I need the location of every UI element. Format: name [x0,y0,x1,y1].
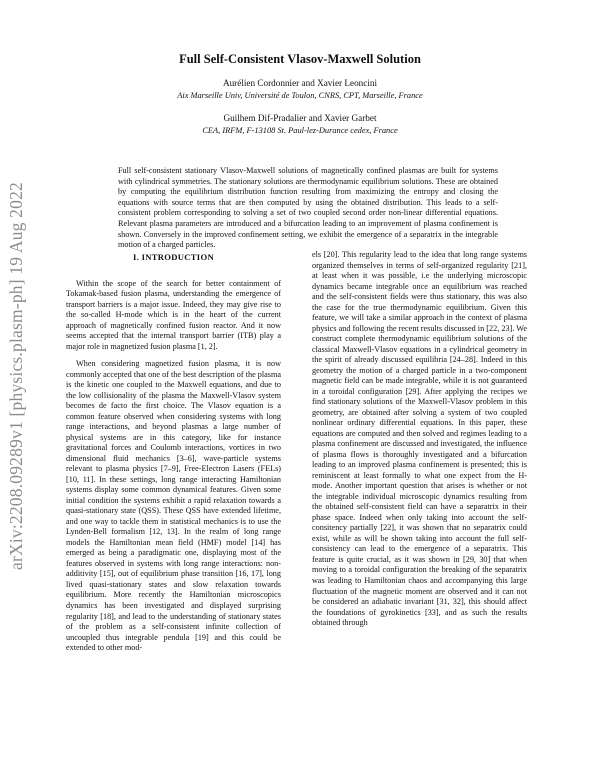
body-paragraph: els [20]. This regularity lead to the idea that long range systems organized themselves in terms of self-organized regularity [21], at least when it was possible, i.e the underlying microscopic dynamics became integrable once an equilibrium was reached and the self-consistent fields were thus stationary, this was also the case for the true thermodynamic equilibrium. Given this feature, we will take a similar approach in the context of plasma physics and following the recent results discussed in [22, 23]. We construct complete thermodynamic equilibrium solutions of the classical Maxwell-Vlasov equations in a cylindrical geometry in the spirit of already discussed equilibria [24–28]. Indeed in this geometry the motion of a charged particle in a two-component magnetic field can be made integrable, while it is not guaranteed in a toroidal configuration [29]. After applying the recipes we find stationary solutions of the Maxwell-Vlasov problem in this geometry, are obtained after solving a system of two coupled nonlinear ordinary differential equations. In this paper, these equations are computed and then solved and regimes leading to a plasma confinement are discussed and investigated, the influence of plasma flows is thoroughly investigated and a bifurcation leading to an improved plasma confinement is presented; this is reminiscent at least formally to what one expect from the H-mode. Another important question that arises is whether or not the integrable individual microscopic dynamics resulting from the obtained self-consistent field can have a separatrix in their phase space. Indeed when only taking into account the self-consitency partially [22], it was shown that no separatrix could exist, while as will be shown taking into account the full self-consistency can lead to the emergence of a separatrix. This feature is quite crucial, as it was shown in [29, 30] that when moving to a toroidal configuration the breaking of the separatrix was leading to Hamiltonian chaos and accompanying this large fluctuation of the magnetic moment are observed and it can not be considered an adiabatic invariant [31, 32], this should affect the foundations of gyrokinetics [33], and as such the results obtained through [312,250,527,628]
body-column-left [66,252,281,661]
authors-secondary: Guilhem Dif-Pradalier and Xavier Garbet [223,113,377,123]
abstract: Full self-consistent stationary Vlasov-Maxwell solutions of magnetically confined plasmas are built for systems with cylindrical symmetries. The stationary solutions are thermodynamic equilibrium solutions. These are obtained by computing the equilibrium distribution function resulting from maximizing the entropy and closing the equations with source terms that are then computed by using the obtained distribution. This leads to a self-consistent problem corresponding to solving a set of two coupled second order non-linear differential equations. Relevant plasma parameters are introduced and a bifurcation leading to an improvement of plasma confinement is shown. Conversely in the improved confinement setting, we exhibit the emergence of a separatrix in the integrable motion of a charged particles. [118,166,498,250]
section-heading: I. INTRODUCTION [133,252,214,262]
authors-primary: Aurélien Cordonnier and Xavier Leoncini [222,78,378,88]
body-paragraph: Within the scope of the search for better containment of Tokamak-based fusion plasma, understanding the emergence of transport barriers is a major issue. Indeed, they may give rise to the so-called H-mode which is in the heart of the current approach of magnetically confined fusion reactor. And it now seems accepted that the internal transport barrier (ITB) play a major role in magnetized fusion plasma [1, 2]. [66,278,281,351]
affiliation-primary: Aix Marseille Univ, Université de Toulon, CNRS, CPT, Marseille, France [177,91,423,100]
arxiv-identifier: arXiv:2208.09289v1 [physics.plasm-ph] 19 Aug 2022 [6,182,26,570]
paper-title: Full Self-Consistent Vlasov-Maxwell Solution [179,52,421,66]
body-column-right [312,250,527,629]
affiliation-secondary: CEA, IRFM, F-13108 St. Paul-lez-Durance cedex, France [202,126,398,135]
body-paragraph: When considering magnetized fusion plasma, it is now commonly accepted that one of the best description of the plasma is the kinetic one coupled to the Maxwell equations, and due to the low collisionality of the plasma the Maxwell-Vlasov system becomes de facto the first choice. The Vlasov equation is a common feature observed when considering systems with long range interactions, and beyond plasmas a large number of physical systems are in this category, like for instance gravitational forces and Coulomb interactions, vortices in two dimensional fluid mechanics [3–6], wave-particle systems relevant to plasma physics [7–9], Free-Electron Lasers (FELs) [10, 11]. In these settings, long range interacting Hamiltonian systems display some common dynamical features. Given some initial condition the systems exhibit a rapid relaxation towards a quasi-stationary state (QSS). These QSS have extended lifetime, and one way to tackle them in statistical mechanics is to use the Lynden-Bell formalism [12, 13]. In the realm of long range models the Hamiltonian mean field (HMF) model [14] has emerged as being a paradigmatic one, displaying most of the features observed in systems with long range interactions: non-additivity [15], out of equilibrium phase transition [16, 17], long lived quasi-stationary states and slow relaxation towards equilibrium. More recently the Hamiltonian microscopics dynamics has been investigated and displayed surprising regularity [18], and lead to the understanding of stationary states of the problem as a self-consistent infinite collection of uncoupled thus integrable pendula [19] and this could be extended to other mod- [66,359,281,653]
